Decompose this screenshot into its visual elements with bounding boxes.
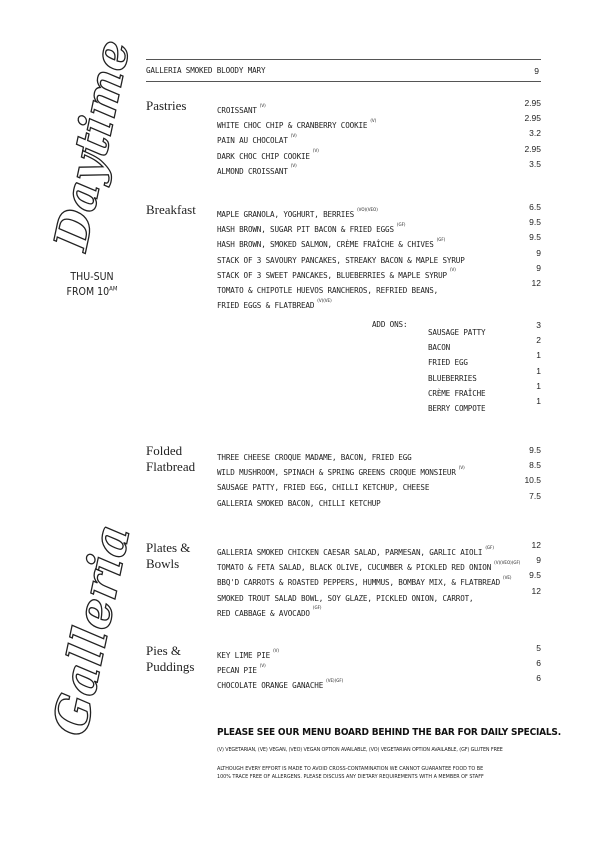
addons-label: ADD ONS: — [372, 320, 408, 329]
item-name: RED CABBAGE & AVOCADO — [217, 608, 310, 618]
dietary-tag: (V) — [290, 164, 297, 170]
breakfast-item — [217, 217, 541, 235]
addon-item — [428, 320, 541, 337]
addon-name: SAUSAGE PATTY — [428, 328, 486, 337]
item-price: 3.5 — [529, 158, 541, 169]
item-price: 5 — [536, 643, 541, 653]
item-price: 9.5 — [529, 232, 541, 243]
pastries-item — [217, 158, 541, 176]
item-price: 3.2 — [529, 128, 541, 139]
addon-item — [428, 365, 541, 383]
folded-item — [217, 445, 541, 462]
addon-price: 1 — [536, 350, 541, 361]
item-name: FRIED EGGS & FLATBREAD — [217, 301, 315, 311]
item-name: GALLERIA SMOKED CHICKEN CAESAR SALAD, PARMESAN, GARLIC AIOLI — [217, 548, 483, 557]
item-name: CHOCOLATE ORANGE GANACHE — [217, 681, 324, 691]
bloody-mary-name: GALLERIA SMOKED BLOODY MARY — [146, 66, 266, 75]
item-price: 6 — [536, 673, 541, 684]
item-name: KEY LIME PIE — [217, 651, 271, 660]
item-price: 9 — [536, 247, 541, 258]
item-price: 12 — [531, 278, 541, 288]
pies-item — [217, 643, 541, 660]
daytime-script: Daytime — [43, 35, 141, 255]
dietary-tag: (V) — [290, 134, 297, 140]
item-name: ALMOND CROISSANT — [217, 166, 288, 176]
pastries-item — [217, 113, 541, 131]
dietary-tag: (V) — [370, 118, 377, 124]
bloody-mary-price: 9 — [534, 66, 539, 76]
addon-price: 1 — [536, 365, 541, 376]
section-title-breakfast: Breakfast — [146, 202, 196, 217]
item-name: GALLERIA SMOKED BACON, CHILLI KETCHUP — [217, 498, 381, 508]
item-price: 7.5 — [529, 490, 541, 501]
item-name: BBQ'D CARROTS & ROASTED PEPPERS, HUMMUS, BOMBAY MIX, & FLATBREAD — [217, 578, 500, 588]
item-price: 9 — [536, 555, 541, 566]
dietary-tag: (GF) — [485, 545, 494, 551]
plates-item — [217, 585, 541, 603]
dietary-tag: (V) — [259, 663, 266, 669]
item-name: STACK OF 3 SAVOURY PANCAKES, STREAKY BACON & MAPLE SYRUP — [217, 255, 465, 265]
item-name: WHITE CHOC CHIP & CRANBERRY COOKIE — [217, 121, 368, 131]
folded-item — [217, 460, 541, 478]
opening-time: FROM $10^{AM}$ — [66, 285, 118, 298]
item-name: SAUSAGE PATTY, FRIED EGG, CHILLI KETCHUP, CHEESE — [217, 483, 430, 493]
addon-item — [428, 335, 541, 353]
item-name: TOMATO & FETA SALAD, BLACK OLIVE, CUCUMBER & PICKLED RED ONION — [217, 563, 492, 573]
addon-name: BLUEBERRIES — [428, 373, 477, 383]
breakfast-item — [217, 262, 541, 280]
item-name: MAPLE GRANOLA, YOGHURT, BERRIES — [217, 210, 355, 219]
pies-item — [217, 673, 541, 691]
item-name: WILD MUSHROOM, SPINACH & SPRING GREENS CROQUE MONSIEUR — [217, 468, 456, 478]
opening-hours — [50, 270, 134, 300]
item-name: CROISSANT — [217, 106, 257, 115]
section-title-folded: Folded Flatbread — [146, 443, 196, 474]
item-price: 9 — [536, 262, 541, 273]
plates-item — [217, 570, 541, 588]
pastries-item — [217, 98, 541, 115]
addon-price: 3 — [536, 320, 541, 330]
specials-notice: PLEASE SEE OUR MENU BOARD BEHIND THE BAR FOR DAILY SPECIALS. — [217, 727, 561, 738]
dietary-tag: (V) — [449, 268, 456, 274]
item-name: DARK CHOC CHIP COOKIE — [217, 151, 310, 161]
item-price: 6.5 — [529, 202, 541, 212]
galleria-script: Galleria — [42, 519, 142, 741]
item-name: THREE CHEESE CROQUE MADAME, BACON, FRIED EGG — [217, 453, 412, 462]
addon-price: 1 — [536, 396, 541, 406]
pastries-item — [217, 128, 541, 146]
item-price: 12 — [531, 585, 541, 596]
addon-name: CRÈME FRAÎCHE — [428, 388, 486, 398]
section-title-pies: Pies & Puddings — [146, 643, 195, 674]
dietary-tag: (GF) — [312, 606, 322, 612]
addon-price: 1 — [536, 380, 541, 391]
breakfast-item — [217, 293, 541, 311]
dietary-tag: (VE)(GF) — [326, 679, 344, 685]
item-price: 9.5 — [529, 445, 541, 455]
breakfast-item — [217, 232, 541, 250]
plates-item — [217, 555, 541, 573]
item-price: 8.5 — [529, 460, 541, 471]
folded-item — [217, 490, 541, 508]
item-price: 9.5 — [529, 570, 541, 581]
dietary-tag: (V)(VE) — [317, 298, 332, 304]
plates-item — [217, 540, 541, 557]
dietary-tag: (GF) — [396, 222, 406, 228]
item-name: STACK OF 3 SWEET PANCAKES, BLUEBERRIES & MAPLE SYRUP — [217, 270, 447, 280]
addon-name: BACON — [428, 343, 451, 353]
pastries-item — [217, 143, 541, 161]
dietary-tag: (VO)(VEO) — [357, 207, 378, 213]
section-title-plates: Plates & Bowls — [146, 540, 191, 571]
addon-item — [428, 350, 541, 368]
dietary-tag: (V)(VEO)(GF) — [494, 560, 521, 566]
section-title-pastries: Pastries — [146, 98, 187, 113]
dietary-tag: (V) — [259, 103, 266, 109]
top-rule-2 — [146, 81, 541, 82]
addon-price: 2 — [536, 335, 541, 346]
plates-item — [217, 601, 541, 618]
pies-item — [217, 658, 541, 676]
item-price: 9.5 — [529, 217, 541, 228]
dietary-tag: (V) — [458, 465, 465, 471]
dietary-tag: (V) — [312, 149, 319, 155]
allergen-notice: ALTHOUGH EVERY EFFORT IS MADE TO AVOID CROSS-CONTAMINATION WE CANNOT GUARANTEE FOOD TO BE 100% TRACE FREE OF ALLERGENS. PLEASE DISCUSS ANY DIETARY REQUIREMENTS WITH A MEMBER OF STAFF — [217, 766, 484, 780]
item-name: TOMATO & CHIPOTLE HUEVOS RANCHEROS, REFRIED BEANS, — [217, 286, 439, 295]
item-name: PECAN PIE — [217, 666, 257, 676]
dietary-legend: (V) VEGETARIAN, (VE) VEGAN, (VEO) VEGAN OPTION AVAILABLE, (VO) VEGETARIAN OPTION AVAILABLE, (GF) GLUTEN FREE — [217, 747, 503, 753]
item-name: HASH BROWN, SMOKED SALMON, CRÈME FRAÎCHE & CHIVES — [217, 240, 434, 250]
dietary-tag: (V) — [273, 648, 279, 654]
item-price: 2.95 — [524, 98, 541, 108]
addon-item — [428, 380, 541, 398]
addon-item — [428, 396, 541, 413]
item-price: 2.95 — [524, 143, 541, 154]
dietary-tag: (GF) — [436, 238, 446, 244]
item-name: PAIN AU CHOCOLAT — [217, 136, 288, 146]
item-price: 10.5 — [524, 475, 541, 486]
item-price: 2.95 — [524, 113, 541, 124]
item-name: SMOKED TROUT SALAD BOWL, SOY GLAZE, PICKLED ONION, CARROT, — [217, 593, 474, 603]
addon-name: FRIED EGG — [428, 358, 468, 368]
folded-item — [217, 475, 541, 493]
addon-name: BERRY COMPOTE — [428, 404, 486, 413]
breakfast-item — [217, 202, 541, 219]
breakfast-item — [217, 247, 541, 265]
item-price: 12 — [531, 540, 541, 550]
item-name: HASH BROWN, SUGAR PIT BACON & FRIED EGGS — [217, 225, 394, 235]
breakfast-item — [217, 278, 541, 295]
item-price: 6 — [536, 658, 541, 669]
dietary-tag: (VE) — [503, 576, 512, 582]
opening-days: THU-SUN — [70, 271, 114, 283]
top-rule — [146, 59, 541, 60]
